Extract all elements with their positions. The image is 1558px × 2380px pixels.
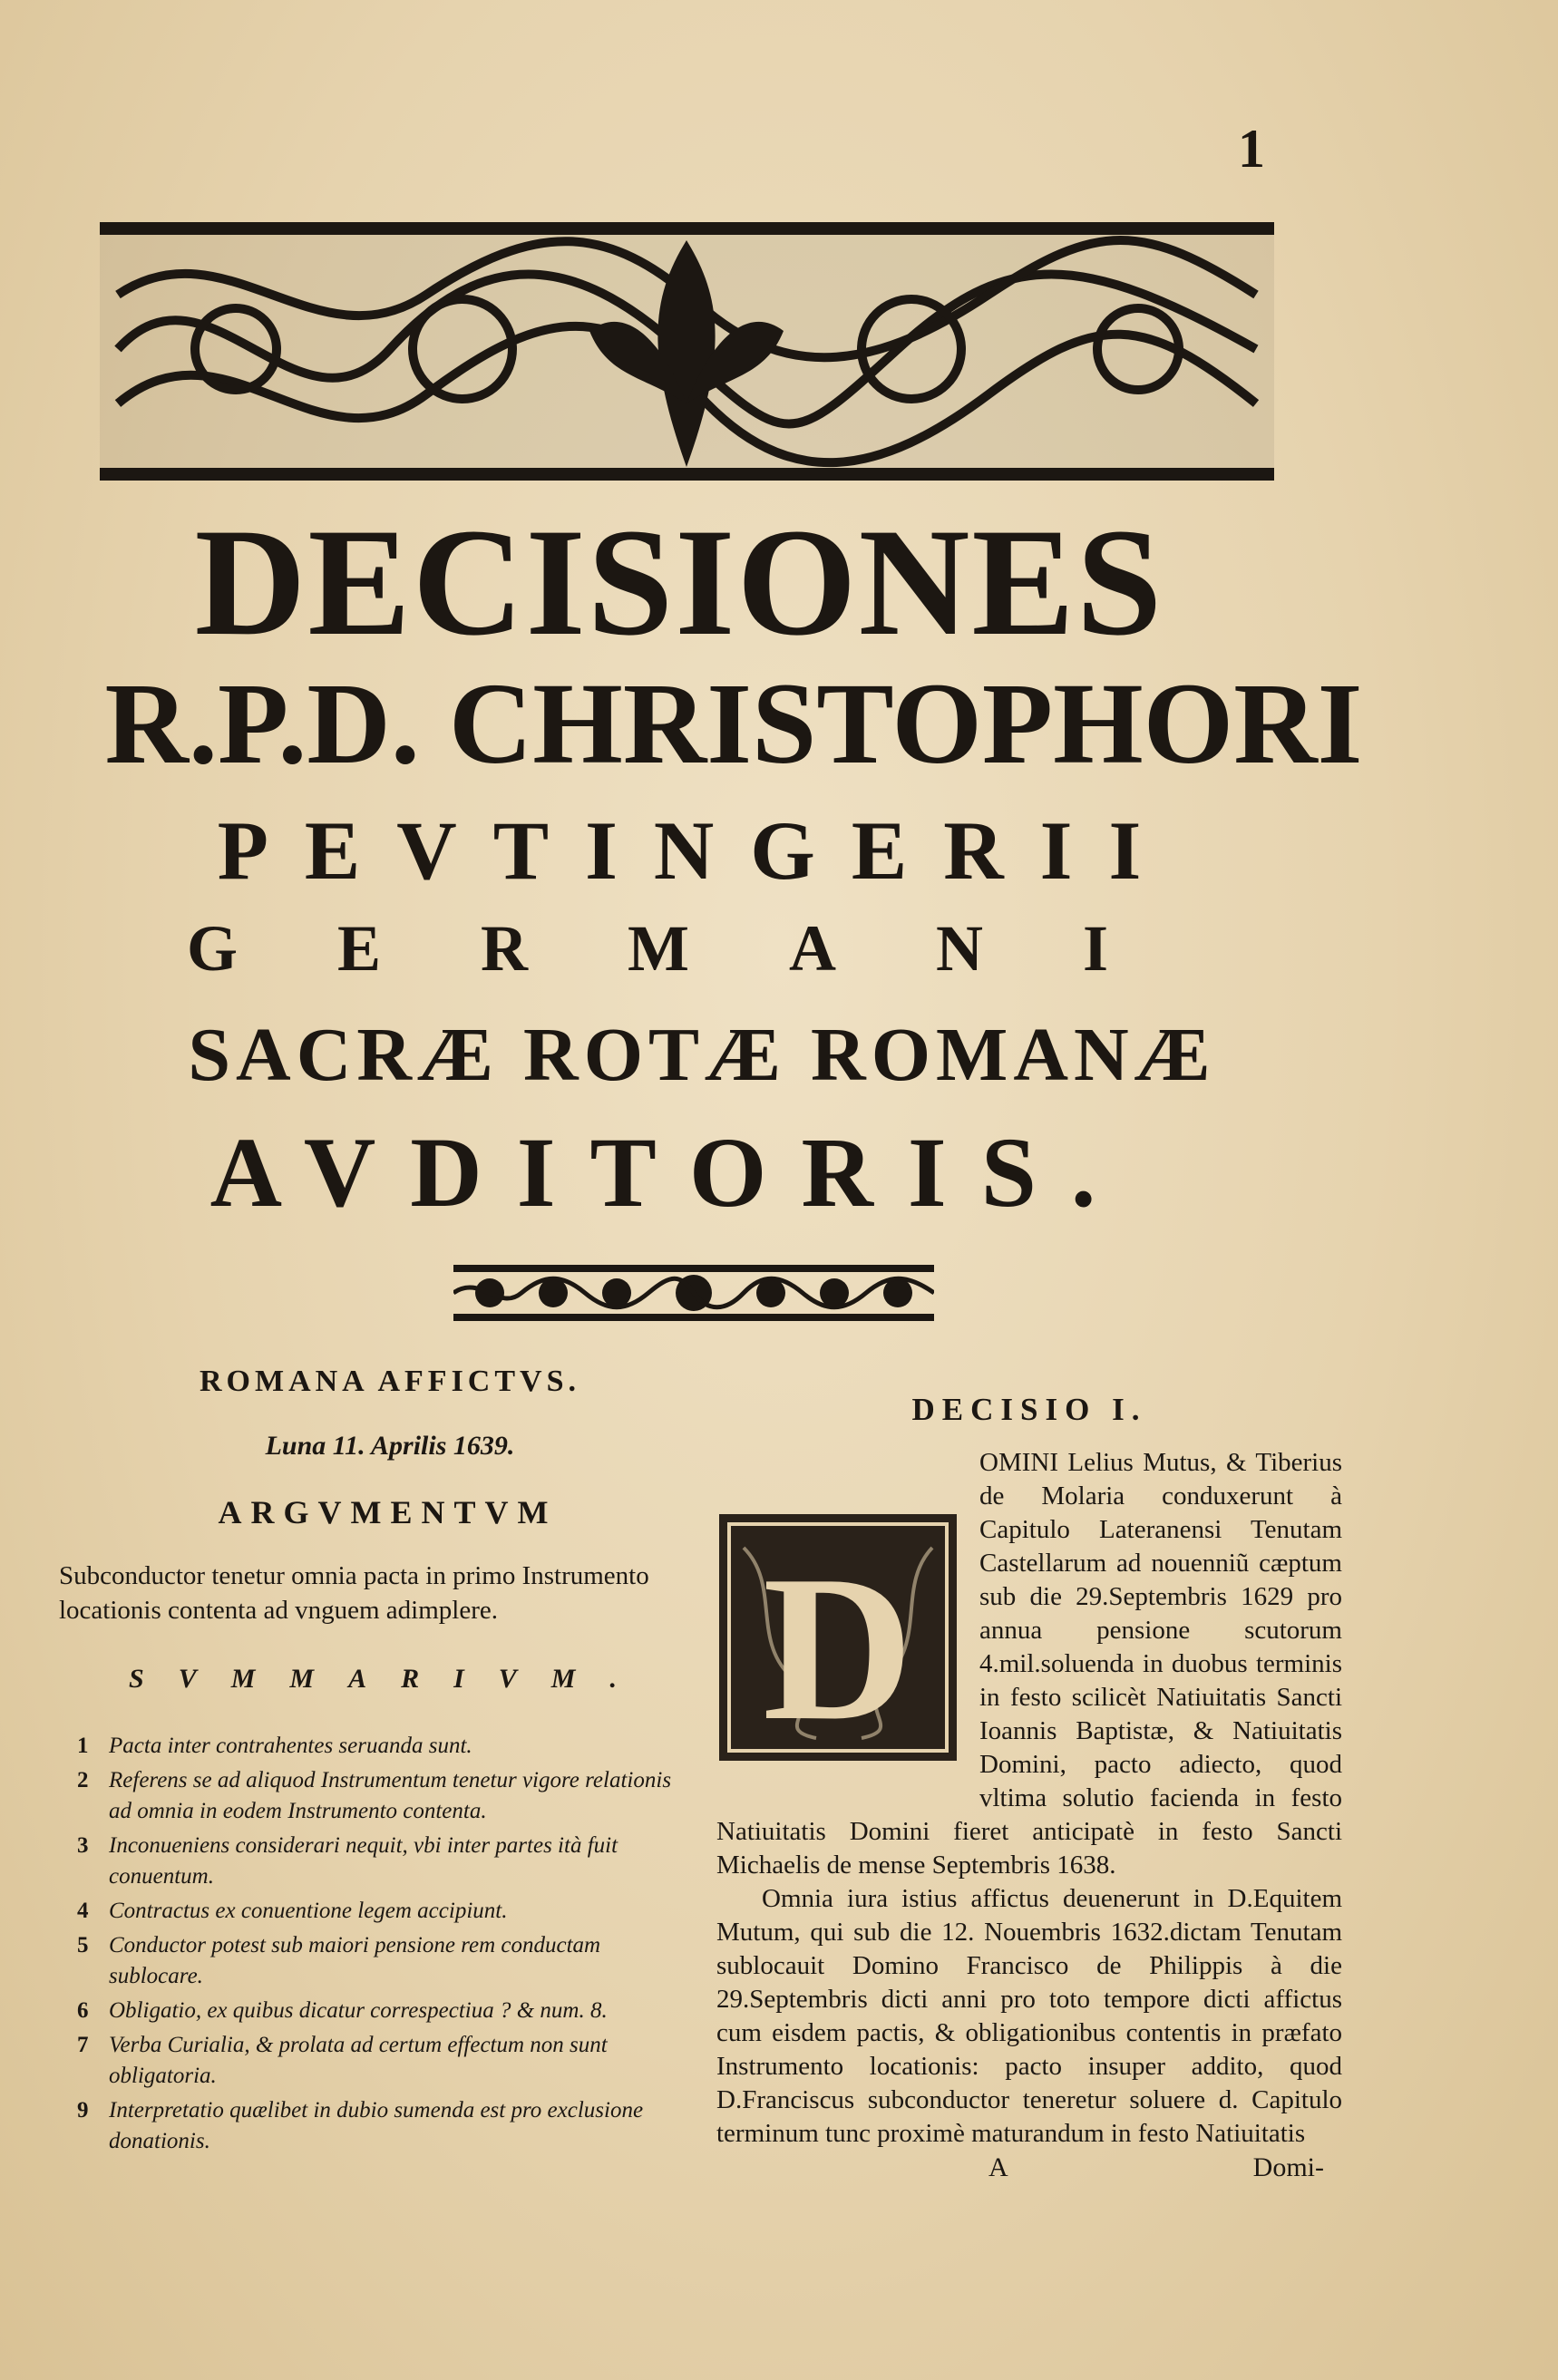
summarium-heading: SVMMARIVM. bbox=[129, 1664, 651, 1694]
title-court: SACRÆ ROTÆ ROMANÆ bbox=[188, 1013, 1216, 1097]
item-text: Conductor potest sub maiori pensione rem conductam sublocare. bbox=[109, 1933, 601, 1988]
list-item bbox=[59, 1896, 694, 1927]
item-number: 1 bbox=[77, 1734, 89, 1758]
item-number: 2 bbox=[77, 1768, 89, 1792]
item-text: Inconueniens considerari nequit, vbi inter partes ità fuit conuentum. bbox=[109, 1833, 618, 1889]
list-item bbox=[59, 1731, 694, 1762]
page-footer-line bbox=[716, 2152, 1342, 2183]
list-item bbox=[59, 1831, 694, 1892]
ornamental-band bbox=[453, 1256, 934, 1330]
signature-mark: A bbox=[988, 2152, 1008, 2182]
decorated-initial bbox=[716, 1511, 959, 1763]
list-item bbox=[59, 1765, 694, 1827]
paragraph-2-text: Omnia iura istius affictus deuenerunt in D.Equitem Mutum, qui sub die 12. Nouembris 1632.dictam Tenutam sublocauit Domino Francisco de Philippis à die 29.Septembris dicti anni pro toto tempore dicti affictus cum eisdem pactis, & obligationibus contentis in præfato Instrumento locationis: pacto insuper addito, quod D.Franciscus subconductor teneretur soluere d. Capitulo terminum tunc proximè maturandum in festo Natiuitatis bbox=[716, 1884, 1342, 2148]
argumentum-heading: ARGVMENTVM bbox=[218, 1494, 558, 1530]
list-item bbox=[59, 2095, 694, 2157]
title-decisiones: DECISIONES bbox=[194, 497, 1164, 667]
decision-body bbox=[716, 1446, 1342, 2183]
item-number: 4 bbox=[77, 1899, 89, 1923]
item-text: Pacta inter contrahentes seruanda sunt. bbox=[109, 1734, 472, 1758]
title-surname: PEVTINGERII bbox=[217, 804, 1178, 897]
paragraph-1-text: OMINI Lelius Mutus, & Tiberius de Molaria conduxerunt à Capitulo Lateranensi Tenutam Castellarum ad nouenniũ cæptum sub die 29.Septembris 1629 pro annua pensione scutorum 4.mil.soluenda in duobus terminis in festo scilicèt Natiuitatis Sancti Ioannis Baptistæ, & Natiuitatis Domini, pacto adiecto, quod vltima solutio facienda in festo Natiuitatis Domini fieret anticipatè in festo Sancti Michaelis de mense Septembris 1638. bbox=[716, 1448, 1342, 1880]
title-nationality: GERMANI bbox=[187, 912, 1208, 985]
list-item bbox=[59, 1996, 694, 2026]
item-text: Obligatio, ex quibus dicatur correspectiua ? & num. 8. bbox=[109, 1998, 608, 2023]
catchword: Domi- bbox=[1252, 2152, 1324, 2182]
item-number: 6 bbox=[77, 1998, 89, 2023]
item-number: 5 bbox=[77, 1933, 89, 1957]
page-number: 1 bbox=[1238, 119, 1265, 179]
right-column bbox=[716, 1392, 1342, 2183]
argumentum-text: Subconductor tenetur omnia pacta in primo Instrumento locationis contenta ad vnguem adimplere. bbox=[59, 1561, 649, 1625]
item-number: 7 bbox=[77, 2033, 89, 2057]
item-text: Verba Curialia, & prolata ad certum effectum non sunt obligatoria. bbox=[109, 2033, 608, 2088]
item-number: 9 bbox=[77, 2098, 89, 2123]
case-title: ROMANA AFFICTVS. bbox=[199, 1365, 581, 1398]
item-text: Contractus ex conuentione legem accipiunt. bbox=[109, 1899, 508, 1923]
list-item bbox=[59, 1930, 694, 1992]
left-column bbox=[59, 1365, 694, 2161]
list-item bbox=[59, 2030, 694, 2092]
title-author: R.P.D. CHRISTOPHORI bbox=[104, 659, 1363, 788]
item-text: Interpretatio quælibet in dubio sumenda est pro exclusione donationis. bbox=[109, 2098, 644, 2153]
decisio-heading: DECISIO I. bbox=[911, 1392, 1147, 1427]
item-number: 3 bbox=[77, 1833, 89, 1858]
item-text: Referens se ad aliquod Instrumentum tenetur vigore relationis ad omnia in eodem Instrumento contenta. bbox=[109, 1768, 672, 1823]
title-auditoris: AVDITORIS. bbox=[209, 1117, 1131, 1228]
summarium-list bbox=[59, 1731, 694, 2157]
ornamental-headpiece bbox=[100, 222, 1274, 481]
decision-paragraph-2 bbox=[716, 1882, 1342, 2151]
decision-date: Luna 11. Aprilis 1639. bbox=[265, 1431, 515, 1461]
dropcap-letter: D bbox=[762, 1532, 914, 1763]
